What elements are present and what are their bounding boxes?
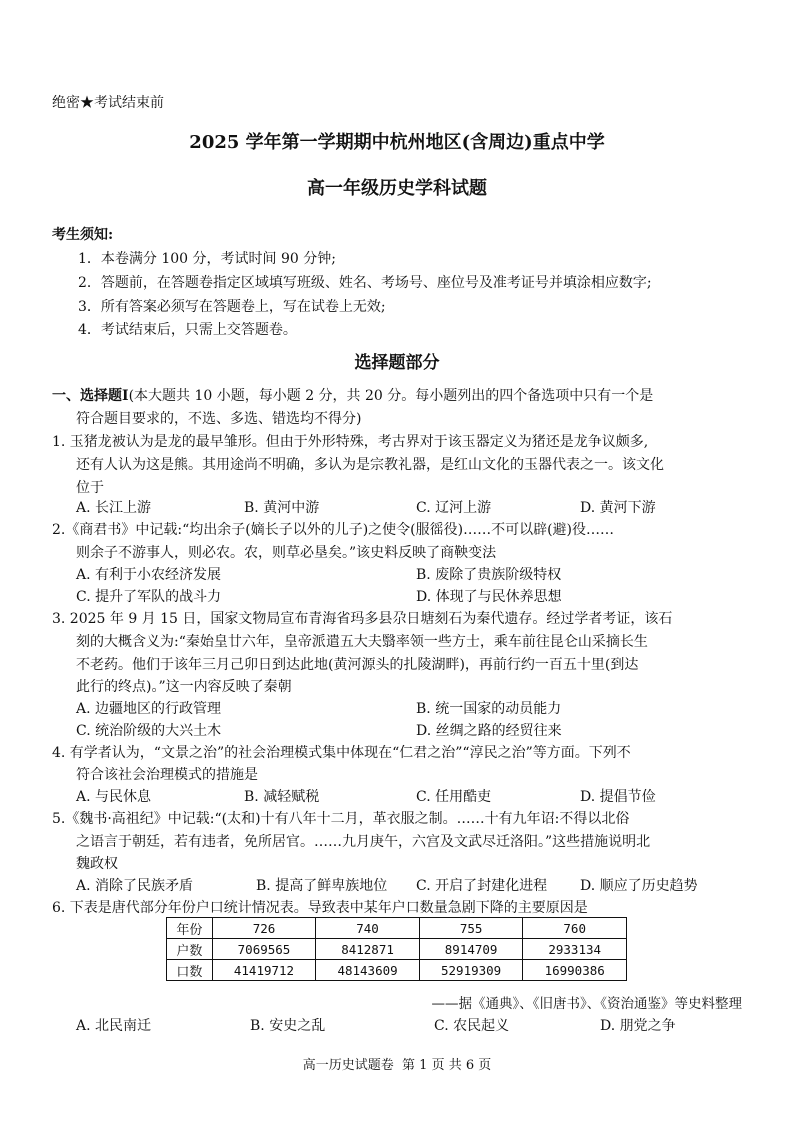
question-4-option-b[interactable]: B. 减轻赋税 (244, 789, 320, 805)
confidential-mark: 绝密★考试结束前 (52, 95, 164, 111)
question-2-option-b[interactable]: B. 废除了贵族阶级特权 (416, 567, 562, 583)
question-3-line: 不老药。他们于该年三月己卯日到达此地(黄河源头的扎陵湖畔)，再前行约一百五十里(到达 (76, 657, 639, 673)
question-1-line: 位于 (76, 480, 104, 496)
table-row (167, 960, 627, 981)
question-1-option-d[interactable]: D. 黄河下游 (580, 500, 656, 516)
question-5-line: 魏政权 (76, 856, 118, 872)
notice-item: 2．答题前，在答题卷指定区域填写班级、姓名、考场号、座位号及准考证号并填涂相应数字; (78, 275, 652, 291)
question-3-option-c[interactable]: C. 统治阶级的大兴土木 (76, 723, 222, 739)
table-cell: 7069565 (212, 939, 316, 960)
question-5-line: 5.《魏书·高祖纪》中记载:“(太和)十有八年十二月，革衣服之制。……十有九年诏:不得以北俗 (52, 811, 630, 827)
question-2-line: 2.《商君书》中记载:“均出余子(嫡长子以外的儿子)之使令(服徭役)……不可以辟(避)役…… (52, 522, 615, 538)
question-4-line: 符合该社会治理模式的措施是 (76, 767, 258, 783)
table-row (167, 939, 627, 960)
question-1-option-c[interactable]: C. 辽河上游 (416, 500, 492, 516)
table-cell: 口数 (167, 960, 213, 981)
question-3-line: 此行的终点)。”这一内容反映了秦朝 (76, 679, 292, 695)
question-6-option-c[interactable]: C. 农民起义 (434, 1018, 510, 1034)
question-5-option-d[interactable]: D. 顺应了历史趋势 (580, 878, 698, 894)
table-cell: 48143609 (316, 960, 420, 981)
question-5-option-c[interactable]: C. 开启了封建化进程 (416, 878, 548, 894)
question-6-option-a[interactable]: A. 北民南迁 (76, 1018, 152, 1034)
household-statistics-table (166, 917, 627, 981)
question-5-line: 之语言于朝廷，若有违者，免所居官。……九月庚午，六宫及文武尽迁洛阳。”这些措施说明北 (76, 834, 651, 850)
section-title: 选择题部分 (354, 353, 440, 373)
question-6-option-d[interactable]: D. 朋党之争 (600, 1018, 676, 1034)
question-6-line: 6. 下表是唐代部分年份户口统计情况表。导致表中某年户口数量急剧下降的主要原因是 (52, 900, 588, 916)
question-4-option-d[interactable]: D. 提倡节俭 (580, 789, 656, 805)
question-2-option-d[interactable]: D. 体现了与民休养思想 (416, 589, 562, 605)
table-source-note: ——据《通典》、《旧唐书》、《资治通鉴》等史料整理 (431, 996, 742, 1012)
notice-item: 1．本卷满分 100 分，考试时间 90 分钟; (78, 251, 336, 267)
exam-title: 2025 学年第一学期期中杭州地区(含周边)重点中学 (189, 132, 605, 153)
table-cell: 755 (419, 918, 523, 939)
part-desc: (本大题共 10 小题，每小题 2 分，共 20 分。每小题列出的四个备选项中只有一个是 (128, 388, 654, 404)
part-label: 一、选择题Ⅰ (52, 388, 129, 404)
question-2-line: 则余子不游事人，则必农。农，则草必垦矣。”该史料反映了商鞅变法 (76, 545, 497, 561)
question-2-option-c[interactable]: C. 提升了军队的战斗力 (76, 589, 222, 605)
question-3-line: 3. 2025 年 9 月 15 日，国家文物局宣布青海省玛多县尕日塘刻石为秦代遗存。经过学者考证，该石 (52, 611, 673, 627)
notice-item: 4．考试结束后，只需上交答题卷。 (78, 322, 297, 338)
question-3-line: 刻的大概含义为:“秦始皇廿六年，皇帝派遣五大夫翳率领一些方士，乘车前往昆仑山采摘长生 (76, 634, 648, 650)
question-4-option-a[interactable]: A. 与民休息 (76, 789, 152, 805)
table-cell: 户数 (167, 939, 213, 960)
question-3-option-b[interactable]: B. 统一国家的动员能力 (416, 701, 562, 717)
table-cell: 8412871 (316, 939, 420, 960)
part-heading (52, 385, 653, 405)
question-3-option-d[interactable]: D. 丝绸之路的经贸往来 (416, 723, 562, 739)
table-cell: 8914709 (419, 939, 523, 960)
table-cell: 2933134 (523, 939, 627, 960)
exam-subtitle: 高一年级历史学科试题 (307, 178, 487, 199)
question-5-option-b[interactable]: B. 提高了鲜卑族地位 (256, 878, 388, 894)
table-cell: 年份 (167, 918, 213, 939)
table-header-row (167, 918, 627, 939)
question-1-line: 1. 玉猪龙被认为是龙的最早雏形。但由于外形特殊，考古界对于该玉器定义为猪还是龙争议颇多, (52, 434, 649, 450)
question-1-option-a[interactable]: A. 长江上游 (76, 500, 152, 516)
table-cell: 740 (316, 918, 420, 939)
question-4-line: 4. 有学者认为，“文景之治”的社会治理模式集中体现在“仁君之治”“淳民之治”等方面。下列不 (52, 745, 631, 761)
notice-item: 3．所有答案必须写在答题卷上，写在试卷上无效; (78, 299, 386, 315)
question-5-option-a[interactable]: A. 消除了民族矛盾 (76, 878, 194, 894)
notice-heading: 考生须知: (52, 227, 114, 243)
table-cell: 760 (523, 918, 627, 939)
part-desc-line2: 符合题目要求的，不选、多选、错选均不得分) (76, 411, 362, 427)
question-4-option-c[interactable]: C. 任用酷吏 (416, 789, 492, 805)
question-1-line: 还有人认为这是熊。其用途尚不明确，多认为是宗教礼器，是红山文化的玉器代表之一。该文化 (76, 457, 664, 473)
question-6-option-b[interactable]: B. 安史之乱 (250, 1018, 326, 1034)
table-cell: 726 (212, 918, 316, 939)
page-footer: 高一历史试题卷 第 1 页 共 6 页 (302, 1058, 492, 1073)
question-2-option-a[interactable]: A. 有利于小农经济发展 (76, 567, 222, 583)
question-3-option-a[interactable]: A. 边疆地区的行政管理 (76, 701, 222, 717)
table-cell: 16990386 (523, 960, 627, 981)
table-cell: 41419712 (212, 960, 316, 981)
table-cell: 52919309 (419, 960, 523, 981)
question-1-option-b[interactable]: B. 黄河中游 (244, 500, 320, 516)
